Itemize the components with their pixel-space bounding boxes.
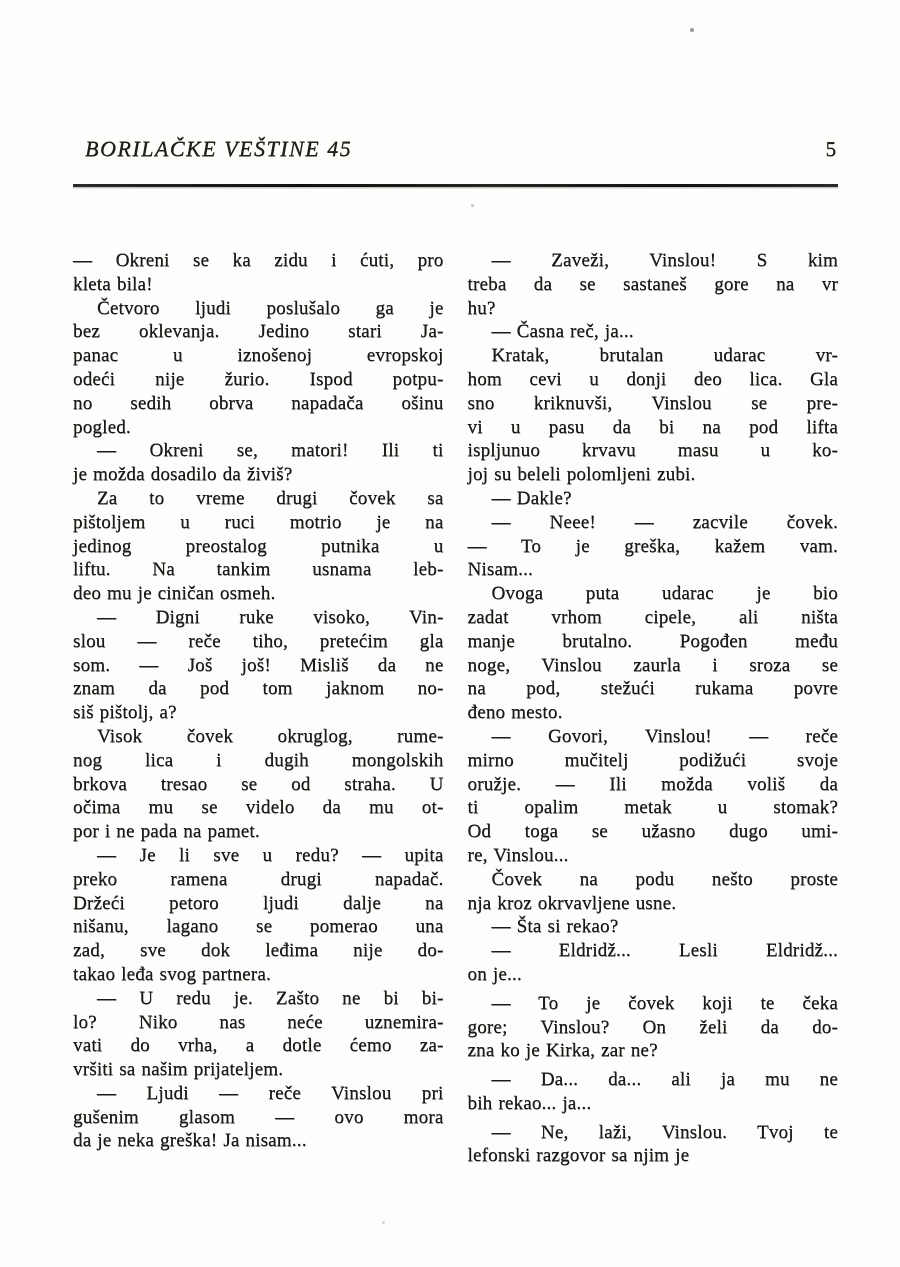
text-line: joj su beleli polomljeni zubi.	[467, 464, 696, 486]
text-line: je možda dosadilo da živiš?	[73, 464, 293, 486]
text-line: gušenim glasom — ovo mora	[73, 1106, 444, 1128]
text-line: Kratak, brutalan udarac vr-	[491, 345, 838, 367]
paragraph	[468, 487, 839, 511]
paragraph	[468, 725, 839, 868]
text-line: siš pištolj, a?	[73, 702, 177, 724]
running-title: BORILAČKE VEŠTINE 45	[85, 136, 353, 161]
paragraph	[468, 344, 839, 487]
text-line: Čovek na podu nešto proste	[491, 868, 838, 890]
text-line: na pod, stežući rukama povre	[467, 678, 838, 700]
text-line: nog lica i dugih mongolskih	[73, 749, 444, 771]
column-right	[468, 249, 839, 1168]
paragraph	[468, 868, 839, 916]
text-line: vi u pasu da bi na pod lifta	[467, 416, 838, 438]
text-line: Za to vreme drugi čovek sa	[97, 487, 444, 509]
text-line: hu?	[467, 297, 496, 319]
text-line: Nisam...	[467, 559, 533, 581]
text-line: panac u iznošenoj evropskoj	[73, 345, 444, 367]
text-line: no sedih obrva napadača ošinu	[73, 392, 444, 414]
text-line: — Ljudi — reče Vinslou pri	[97, 1082, 444, 1104]
text-line: Držeći petoro ljudi dalje na	[73, 892, 444, 914]
text-line: jedinog preostalog putnika u	[73, 535, 444, 557]
text-line: re, Vinslou...	[467, 844, 569, 866]
text-line: kleta bila!	[73, 273, 153, 295]
text-line: on je...	[467, 963, 522, 985]
column-left	[73, 249, 444, 1168]
text-line: — Zaveži, Vinslou! S kim	[491, 250, 838, 271]
text-line: hom cevi u donji deo lica. Gla	[467, 368, 838, 390]
text-line: liftu. Na tankim usnama leb-	[73, 559, 444, 581]
text-line: vršiti sa našim prijateljem.	[73, 1059, 284, 1081]
scan-speck	[690, 28, 694, 32]
paragraph	[468, 511, 839, 582]
paragraph	[73, 439, 444, 487]
text-line: noge, Vinslou zaurla i sroza se	[467, 654, 838, 676]
text-line: vati do vrha, a dotle ćemo za-	[73, 1035, 444, 1057]
text-line: — To je greška, kažem vam.	[467, 535, 838, 557]
paragraph	[468, 915, 839, 939]
text-line: — Digni ruke visoko, Vin-	[97, 606, 444, 628]
text-line: oružje. — Ili možda voliš da	[467, 773, 838, 795]
paragraph	[73, 297, 444, 440]
text-line: lefonski razgovor sa njim je	[467, 1145, 690, 1167]
paragraph	[73, 606, 444, 725]
text-line: brkova tresao se od straha. U	[73, 773, 444, 795]
text-line: pištoljem u ruci motrio je na	[73, 511, 444, 533]
paragraph	[468, 1121, 839, 1169]
text-line: — Da... da... ali ja mu ne	[491, 1069, 838, 1091]
text-line: — Neee! — zacvile čovek.	[491, 511, 838, 533]
text-line: treba da se sastaneš gore na vr	[467, 273, 838, 295]
paragraph	[73, 725, 444, 844]
paragraph	[468, 1068, 839, 1116]
text-line: mirno mučitelj podižući svoje	[467, 749, 838, 771]
text-line: som. — Još još! Misliš da ne	[73, 654, 444, 676]
text-line: manje brutalno. Pogođen među	[467, 630, 838, 652]
paragraph	[73, 487, 444, 606]
text-line: ispljunuo krvavu masu u ko-	[467, 440, 838, 462]
text-line: zadat vrhom cipele, ali ništa	[467, 606, 838, 628]
text-line: — Okreni se, matori! Ili ti	[97, 440, 444, 462]
text-line: — Je li sve u redu? — upita	[97, 844, 444, 866]
text-line: lo? Niko nas neće uznemira-	[73, 1011, 444, 1033]
page-number: 5	[825, 137, 836, 161]
header-rule	[73, 184, 838, 187]
paragraph	[73, 1082, 444, 1153]
text-line: — Eldridž... Lesli Eldridž...	[491, 940, 838, 962]
text-line: đeno mesto.	[467, 702, 563, 724]
text-line: pogled.	[73, 416, 131, 438]
paragraph	[468, 992, 839, 1063]
text-line: — Govori, Vinslou! — reče	[491, 725, 838, 747]
text-line: preko ramena drugi napadač.	[73, 868, 444, 890]
paragraph	[73, 844, 444, 987]
text-line: nišanu, lagano se pomerao una	[73, 916, 444, 938]
text-line: gore; Vinslou? On želi da do-	[467, 1016, 838, 1038]
text-line: ti opalim metak u stomak?	[467, 797, 838, 819]
paragraph	[468, 249, 839, 320]
text-line: bih rekao... ja...	[467, 1092, 592, 1114]
text-line: zad, sve dok leđima nije do-	[73, 940, 444, 962]
text-line: — To je čovek koji te čeka	[491, 992, 838, 1014]
text-columns	[73, 249, 838, 1168]
page-header	[85, 136, 836, 162]
text-line: — U redu je. Zašto ne bi bi-	[97, 987, 444, 1009]
text-line: Od toga se užasno dugo umi-	[467, 821, 838, 843]
text-line: — Šta si rekao?	[491, 916, 619, 938]
text-line: sno kriknuvši, Vinslou se pre-	[467, 392, 838, 414]
text-line: — Časna reč, ja...	[491, 321, 634, 343]
paragraph	[468, 939, 839, 987]
text-line: por i ne pada na pamet.	[73, 821, 260, 843]
paragraph	[468, 582, 839, 725]
text-line: odeći nije žurio. Ispod potpu-	[73, 368, 444, 390]
text-line: — Dakle?	[491, 487, 572, 509]
text-line: očima mu se videlo da mu ot-	[73, 797, 444, 819]
scan-speck	[471, 204, 474, 207]
paragraph	[468, 320, 839, 344]
text-line: Visok čovek okruglog, rume-	[97, 725, 444, 747]
text-line: — Okreni se ka zidu i ćuti, pro	[73, 250, 444, 271]
text-line: Ovoga puta udarac je bio	[491, 583, 838, 605]
text-line: nja kroz okrvavljene usne.	[467, 892, 677, 914]
text-line: — Ne, laži, Vinslou. Tvoj te	[491, 1121, 838, 1143]
paragraph	[73, 987, 444, 1082]
text-line: zna ko je Kirka, zar ne?	[467, 1040, 658, 1062]
text-line: da je neka greška! Ja nisam...	[73, 1130, 307, 1152]
text-line: deo mu je ciničan osmeh.	[73, 583, 276, 605]
text-line: takao leđa svog partnera.	[73, 963, 271, 985]
paragraph	[73, 249, 444, 297]
text-line: bez oklevanja. Jedino stari Ja-	[73, 321, 444, 343]
text-line: znam da pod tom jaknom no-	[73, 678, 444, 700]
text-line: slou — reče tiho, pretećim gla	[73, 630, 444, 652]
scan-speck	[382, 1221, 385, 1224]
text-line: Četvoro ljudi poslušalo ga je	[97, 297, 444, 319]
